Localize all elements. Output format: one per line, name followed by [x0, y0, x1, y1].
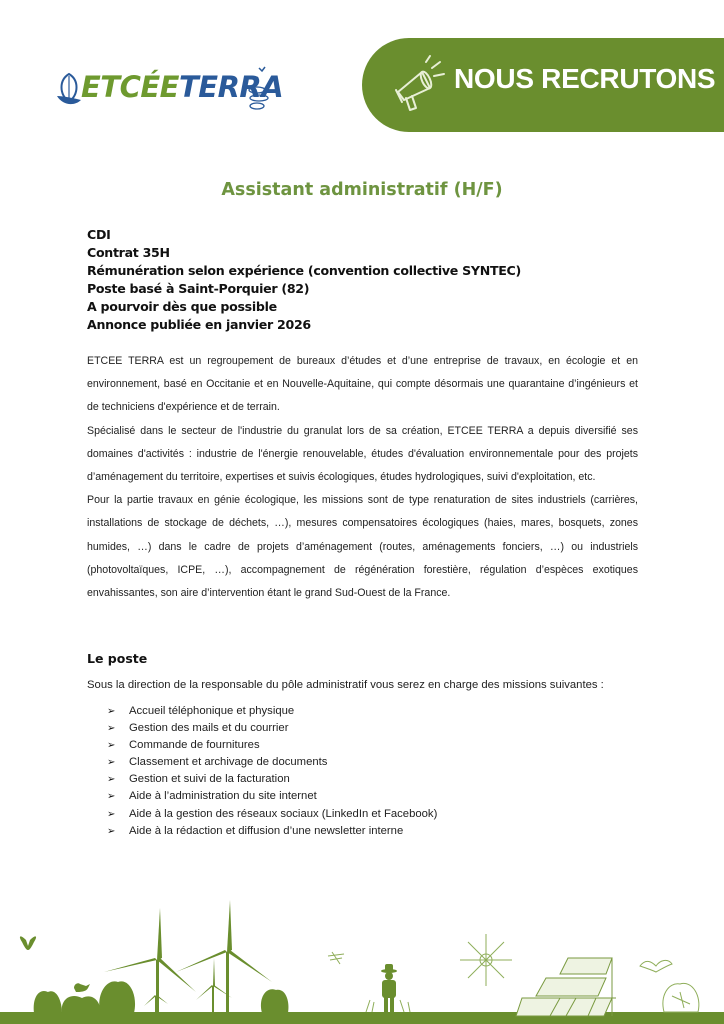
mission-text: Aide à l’administration du site internet: [129, 790, 317, 803]
arrow-bullet-icon: ➢: [107, 740, 116, 752]
bird-icon: [74, 983, 90, 992]
dragonfly-icon: [328, 952, 344, 964]
list-item: [107, 823, 437, 840]
arrow-bullet-icon: ➢: [107, 706, 116, 717]
arrow-bullet-icon: ➢: [107, 757, 116, 769]
list-item: [107, 806, 437, 823]
mission-text: Aide à la gestion des réseaux sociaux (LinkedIn et Facebook): [129, 807, 438, 820]
section-lead: Sous la direction de la responsable du pôle administratif vous serez en charge des missions suivantes :: [87, 679, 604, 691]
fact-published: Annonce publiée en janvier 2026: [87, 317, 311, 332]
birds-and-waves-icon: [243, 62, 275, 118]
job-title: Assistant administratif (H/F): [221, 180, 503, 200]
banner-title: NOUS RECRUTONS: [454, 63, 716, 94]
logo-part-green: ETCÉE: [81, 70, 179, 104]
butterfly-icon: [20, 936, 36, 950]
intro-paragraph: Spécialisé dans le secteur de l'industrie du granulat lors de sa création, ETCEE TERRA a depuis diversifié ses domaines d'activités : industrie de l'énergie renouvelable, études d'évaluation environnementale pour des projets d’aménagement du territoire, expertises et suivis écologiques, études hydrologiques, suivi d'exploitation, etc.: [87, 424, 638, 484]
megaphone-icon: [392, 52, 448, 114]
ground-strip: [0, 1012, 724, 1024]
wind-turbine-icon: [176, 900, 272, 1013]
arrow-bullet-icon: ➢: [107, 723, 116, 735]
list-item: [107, 754, 437, 771]
mission-text: Aide à la rédaction et diffusion d’une newsletter interne: [129, 824, 404, 837]
bush-icon: [261, 989, 289, 1013]
fact-salary: Rémunération selon expérience (convention collective SYNTEC): [87, 263, 521, 278]
mission-text: Accueil téléphonique et physique: [129, 705, 295, 717]
mission-text: Gestion des mails et du courrier: [129, 722, 289, 735]
mission-text: Gestion et suivi de la facturation: [129, 773, 290, 786]
list-item: [107, 788, 437, 805]
landscape-illustration: [0, 900, 724, 1024]
list-item: [107, 771, 437, 788]
recruiting-banner: [362, 38, 724, 132]
section-title-poste: Le poste: [87, 651, 148, 666]
sun-icon: [460, 934, 512, 986]
fact-hours: Contrat 35H: [87, 245, 170, 260]
missions-list: [107, 703, 437, 840]
list-item: [107, 703, 437, 720]
solar-panels-icon: [516, 958, 616, 1016]
mission-text: Commande de fournitures: [129, 739, 260, 752]
company-description: [87, 350, 638, 605]
leaf-icon: [55, 72, 83, 108]
arrow-bullet-icon: ➢: [107, 825, 116, 837]
job-facts: [87, 226, 521, 334]
fact-start-date: A pourvoir dès que possible: [87, 299, 277, 314]
logo-part-blue: TERRA: [179, 70, 284, 104]
list-item: [107, 737, 437, 754]
fact-contract-type: CDI: [87, 227, 111, 242]
intro-paragraph: ETCEE TERRA est un regroupement de bureaux d’études et d’une entreprise de travaux, en écologie et en environnement, basé en Occitanie et en Nouvelle-Aquitaine, qui compte désormais une quarantaine d’ingénieurs et de techniciens d'expérience et de terrain.: [87, 355, 638, 414]
field-worker-icon: [381, 964, 397, 1013]
company-logo: [55, 62, 284, 118]
bush-icon: [34, 991, 62, 1013]
arrow-bullet-icon: ➢: [107, 774, 116, 786]
bush-icon: [62, 996, 101, 1013]
arrow-bullet-icon: ➢: [107, 791, 116, 803]
intro-paragraph: Pour la partie travaux en génie écologique, les missions sont de type renaturation de sites industriels (carrières, installations de stockage de déchets, …), mesures compensatoires écologiques (haies, mares, bosquets, zones humides, …) dans le cadre de projets d’aménagement (routes, aménagements fonciers, …) ou industriels (photovoltaïques, ICPE, …), accompagnement de régénération forestière, régulation d’espèces exotiques envahissantes, son aire d’intervention étant le grand Sud-Ouest de la France.: [87, 494, 638, 600]
fact-location: Poste basé à Saint-Porquier (82): [87, 281, 310, 296]
arrow-bullet-icon: ➢: [107, 808, 116, 820]
bat-icon: [640, 960, 672, 972]
list-item: [107, 720, 437, 737]
bush-icon: [99, 981, 135, 1013]
mission-text: Classement et archivage de documents: [129, 756, 328, 769]
rock-lizard-icon: [663, 983, 699, 1012]
